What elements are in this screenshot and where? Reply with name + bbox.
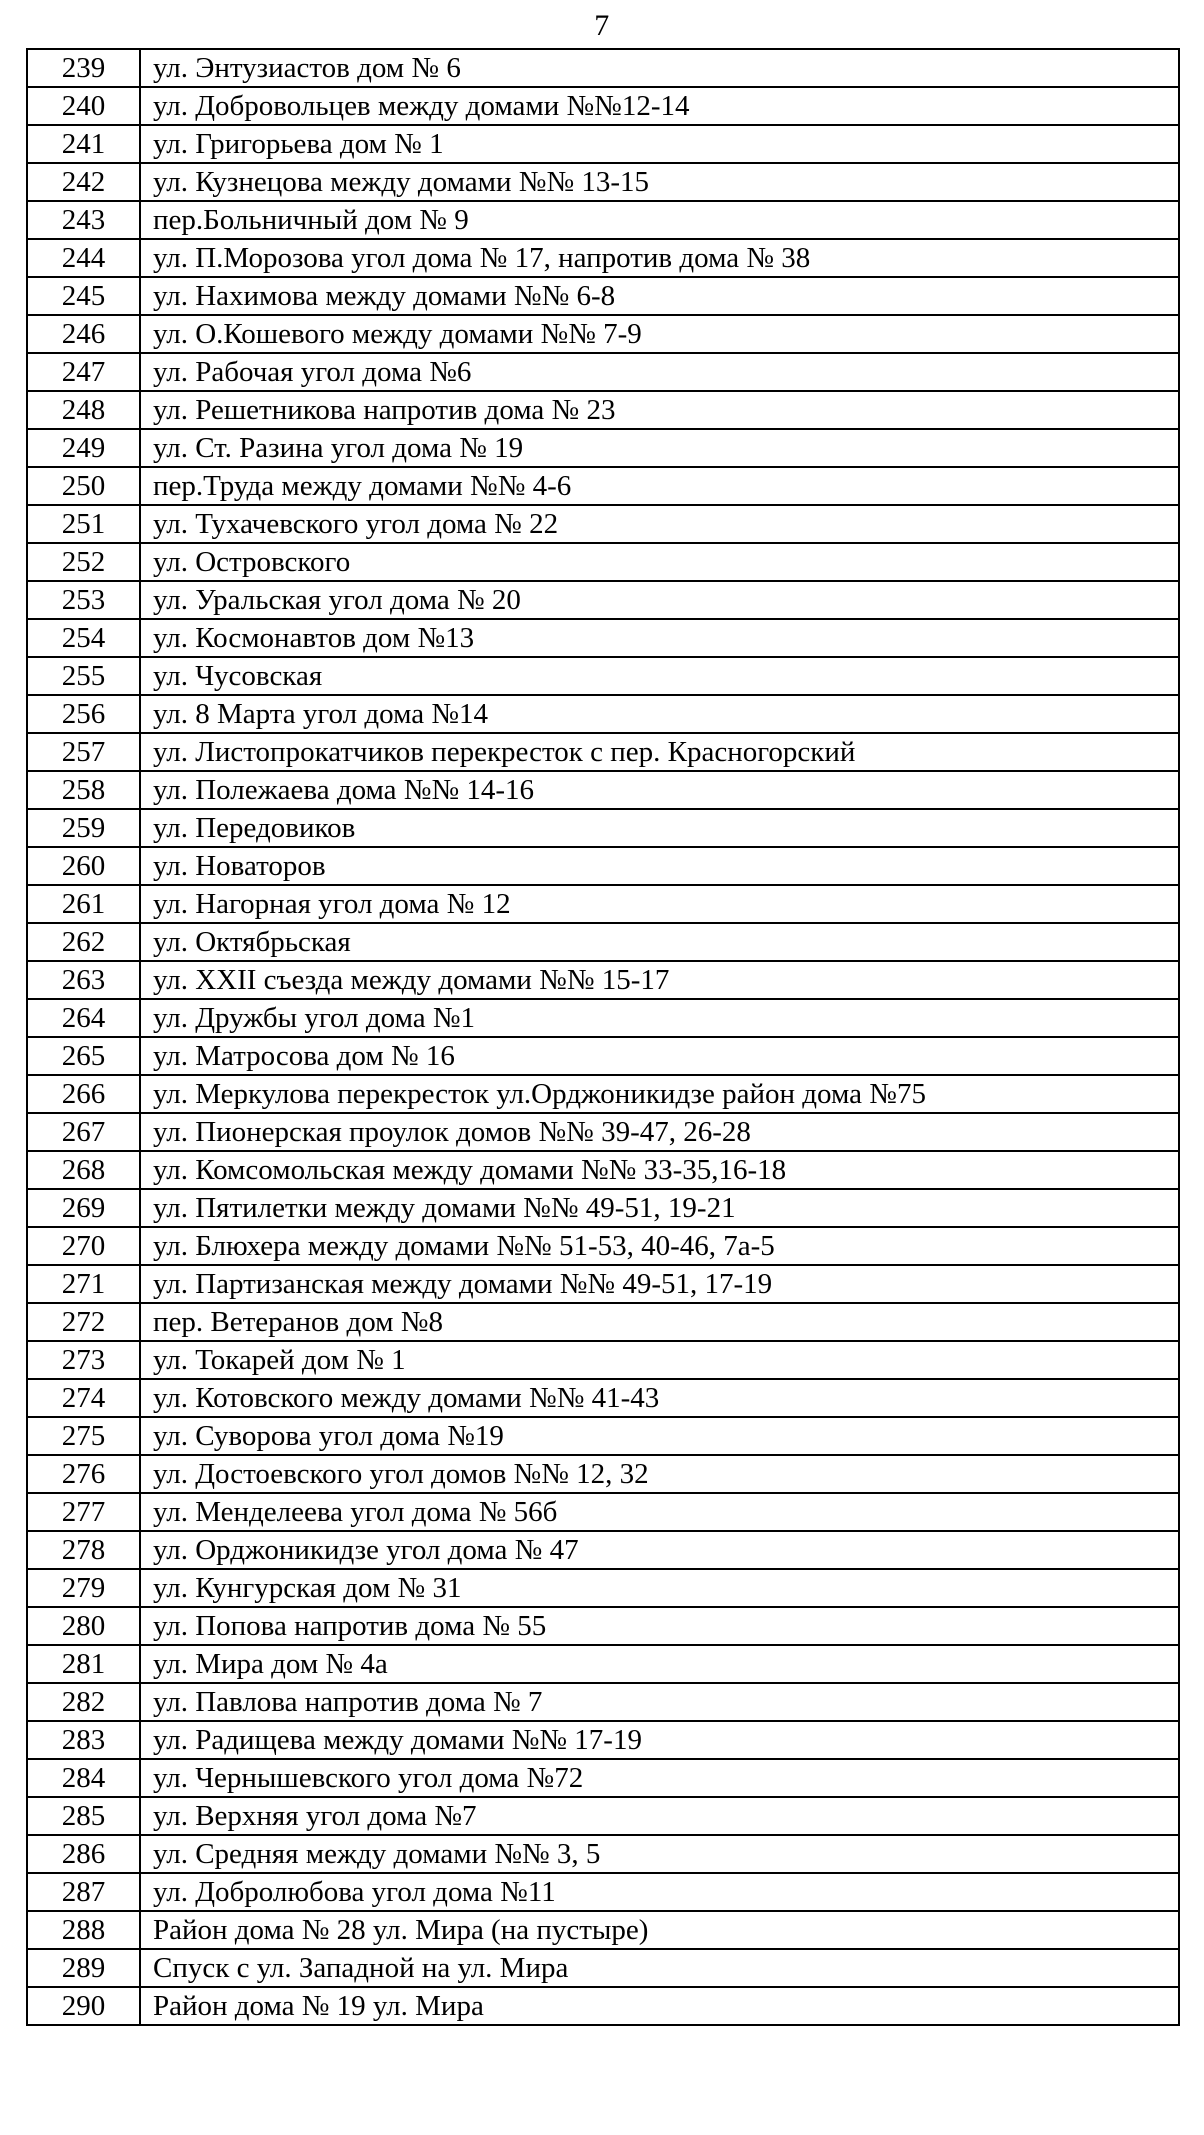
address-cell: ул. Суворова угол дома №19 <box>140 1417 1179 1455</box>
address-cell: ул. Добровольцев между домами №№12-14 <box>140 87 1179 125</box>
table-row <box>27 885 1179 923</box>
table-row <box>27 1341 1179 1379</box>
row-number-cell: 285 <box>27 1797 140 1835</box>
table-row <box>27 923 1179 961</box>
address-cell: Спуск с ул. Западной на ул. Мира <box>140 1949 1179 1987</box>
page-number: 7 <box>594 9 610 42</box>
address-cell: ул. Передовиков <box>140 809 1179 847</box>
address-cell: ул. Листопрокатчиков перекресток с пер. Красногорский <box>140 733 1179 771</box>
row-number-cell: 266 <box>27 1075 140 1113</box>
row-number-cell: 288 <box>27 1911 140 1949</box>
row-number-cell: 275 <box>27 1417 140 1455</box>
address-cell: пер.Больничный дом № 9 <box>140 201 1179 239</box>
table-row <box>27 1151 1179 1189</box>
address-cell: ул. Мира дом № 4а <box>140 1645 1179 1683</box>
row-number-cell: 268 <box>27 1151 140 1189</box>
table-row <box>27 1303 1179 1341</box>
row-number-cell: 264 <box>27 999 140 1037</box>
address-cell: ул. О.Кошевого между домами №№ 7-9 <box>140 315 1179 353</box>
address-cell: ул. Матросова дом № 16 <box>140 1037 1179 1075</box>
table-row <box>27 353 1179 391</box>
address-cell: Район дома № 28 ул. Мира (на пустыре) <box>140 1911 1179 1949</box>
address-cell: ул. Григорьева дом № 1 <box>140 125 1179 163</box>
address-cell: Район дома № 19 ул. Мира <box>140 1987 1179 2025</box>
row-number-cell: 289 <box>27 1949 140 1987</box>
row-number-cell: 253 <box>27 581 140 619</box>
table-row <box>27 657 1179 695</box>
row-number-cell: 263 <box>27 961 140 999</box>
address-cell: пер.Труда между домами №№ 4-6 <box>140 467 1179 505</box>
table-row <box>27 1531 1179 1569</box>
table-row <box>27 1569 1179 1607</box>
row-number-cell: 273 <box>27 1341 140 1379</box>
row-number-cell: 272 <box>27 1303 140 1341</box>
row-number-cell: 265 <box>27 1037 140 1075</box>
row-number-cell: 270 <box>27 1227 140 1265</box>
row-number-cell: 279 <box>27 1569 140 1607</box>
table-row <box>27 1835 1179 1873</box>
row-number-cell: 245 <box>27 277 140 315</box>
address-cell: ул. Энтузиастов дом № 6 <box>140 49 1179 87</box>
address-cell: ул. Ст. Разина угол дома № 19 <box>140 429 1179 467</box>
table-row <box>27 1189 1179 1227</box>
row-number-cell: 274 <box>27 1379 140 1417</box>
row-number-cell: 280 <box>27 1607 140 1645</box>
table-row <box>27 1645 1179 1683</box>
table-row <box>27 1949 1179 1987</box>
table-row <box>27 49 1179 87</box>
table-row <box>27 771 1179 809</box>
address-cell: ул. Комсомольская между домами №№ 33-35,16-18 <box>140 1151 1179 1189</box>
address-cell: ул. Решетникова напротив дома № 23 <box>140 391 1179 429</box>
row-number-cell: 252 <box>27 543 140 581</box>
row-number-cell: 250 <box>27 467 140 505</box>
address-cell: ул. П.Морозова угол дома № 17, напротив дома № 38 <box>140 239 1179 277</box>
row-number-cell: 242 <box>27 163 140 201</box>
table-row <box>27 315 1179 353</box>
table-row <box>27 1797 1179 1835</box>
table-row <box>27 1987 1179 2025</box>
table-row <box>27 1417 1179 1455</box>
row-number-cell: 247 <box>27 353 140 391</box>
table-row <box>27 1379 1179 1417</box>
address-cell: ул. Островского <box>140 543 1179 581</box>
row-number-cell: 261 <box>27 885 140 923</box>
address-cell: ул. Менделеева угол дома № 56б <box>140 1493 1179 1531</box>
address-cell: ул. Орджоникидзе угол дома № 47 <box>140 1531 1179 1569</box>
row-number-cell: 276 <box>27 1455 140 1493</box>
table-row <box>27 1113 1179 1151</box>
row-number-cell: 278 <box>27 1531 140 1569</box>
table-row <box>27 1265 1179 1303</box>
row-number-cell: 267 <box>27 1113 140 1151</box>
row-number-cell: 284 <box>27 1759 140 1797</box>
address-cell: ул. Полежаева дома №№ 14-16 <box>140 771 1179 809</box>
row-number-cell: 282 <box>27 1683 140 1721</box>
address-cell: ул. Пионерская проулок домов №№ 39-47, 26-28 <box>140 1113 1179 1151</box>
address-table <box>26 48 1180 2026</box>
table-row <box>27 581 1179 619</box>
row-number-cell: 271 <box>27 1265 140 1303</box>
table-row <box>27 467 1179 505</box>
row-number-cell: 243 <box>27 201 140 239</box>
table-row <box>27 1873 1179 1911</box>
table-row <box>27 619 1179 657</box>
row-number-cell: 256 <box>27 695 140 733</box>
row-number-cell: 281 <box>27 1645 140 1683</box>
table-row <box>27 125 1179 163</box>
row-number-cell: 290 <box>27 1987 140 2025</box>
address-table-body <box>27 49 1179 2025</box>
row-number-cell: 239 <box>27 49 140 87</box>
table-row <box>27 733 1179 771</box>
table-row <box>27 847 1179 885</box>
table-row <box>27 1075 1179 1113</box>
address-cell: ул. Попова напротив дома № 55 <box>140 1607 1179 1645</box>
address-cell: ул. Октябрьская <box>140 923 1179 961</box>
row-number-cell: 246 <box>27 315 140 353</box>
address-cell: ул. Достоевского угол домов №№ 12, 32 <box>140 1455 1179 1493</box>
row-number-cell: 259 <box>27 809 140 847</box>
table-row <box>27 277 1179 315</box>
table-row <box>27 543 1179 581</box>
row-number-cell: 262 <box>27 923 140 961</box>
address-cell: ул. Новаторов <box>140 847 1179 885</box>
address-cell: ул. Меркулова перекресток ул.Орджоникидзе район дома №75 <box>140 1075 1179 1113</box>
address-cell: ул. 8 Марта угол дома №14 <box>140 695 1179 733</box>
address-cell: пер. Ветеранов дом №8 <box>140 1303 1179 1341</box>
address-cell: ул. Нахимова между домами №№ 6-8 <box>140 277 1179 315</box>
table-row <box>27 695 1179 733</box>
table-row <box>27 1493 1179 1531</box>
address-cell: ул. Нагорная угол дома № 12 <box>140 885 1179 923</box>
table-row <box>27 1607 1179 1645</box>
address-cell: ул. Радищева между домами №№ 17-19 <box>140 1721 1179 1759</box>
table-row <box>27 1911 1179 1949</box>
address-cell: ул. Павлова напротив дома № 7 <box>140 1683 1179 1721</box>
address-cell: ул. XXII съезда между домами №№ 15-17 <box>140 961 1179 999</box>
row-number-cell: 241 <box>27 125 140 163</box>
row-number-cell: 254 <box>27 619 140 657</box>
table-row <box>27 391 1179 429</box>
address-cell: ул. Котовского между домами №№ 41-43 <box>140 1379 1179 1417</box>
address-cell: ул. Космонавтов дом №13 <box>140 619 1179 657</box>
row-number-cell: 255 <box>27 657 140 695</box>
table-row <box>27 1721 1179 1759</box>
row-number-cell: 244 <box>27 239 140 277</box>
table-row <box>27 1759 1179 1797</box>
row-number-cell: 260 <box>27 847 140 885</box>
row-number-cell: 269 <box>27 1189 140 1227</box>
row-number-cell: 257 <box>27 733 140 771</box>
table-row <box>27 1037 1179 1075</box>
table-row <box>27 505 1179 543</box>
address-cell: ул. Чернышевского угол дома №72 <box>140 1759 1179 1797</box>
address-cell: ул. Чусовская <box>140 657 1179 695</box>
address-cell: ул. Добролюбова угол дома №11 <box>140 1873 1179 1911</box>
table-row <box>27 163 1179 201</box>
table-row <box>27 961 1179 999</box>
row-number-cell: 240 <box>27 87 140 125</box>
address-cell: ул. Дружбы угол дома №1 <box>140 999 1179 1037</box>
row-number-cell: 283 <box>27 1721 140 1759</box>
table-row <box>27 201 1179 239</box>
table-row <box>27 429 1179 467</box>
table-row <box>27 999 1179 1037</box>
table-row <box>27 87 1179 125</box>
row-number-cell: 287 <box>27 1873 140 1911</box>
row-number-cell: 277 <box>27 1493 140 1531</box>
table-row <box>27 1227 1179 1265</box>
row-number-cell: 286 <box>27 1835 140 1873</box>
address-cell: ул. Уральская угол дома № 20 <box>140 581 1179 619</box>
table-row <box>27 809 1179 847</box>
address-cell: ул. Блюхера между домами №№ 51-53, 40-46, 7а-5 <box>140 1227 1179 1265</box>
address-cell: ул. Токарей дом № 1 <box>140 1341 1179 1379</box>
address-cell: ул. Пятилетки между домами №№ 49-51, 19-21 <box>140 1189 1179 1227</box>
table-row <box>27 1683 1179 1721</box>
table-row <box>27 1455 1179 1493</box>
address-cell: ул. Средняя между домами №№ 3, 5 <box>140 1835 1179 1873</box>
address-cell: ул. Рабочая угол дома №6 <box>140 353 1179 391</box>
address-cell: ул. Верхняя угол дома №7 <box>140 1797 1179 1835</box>
row-number-cell: 251 <box>27 505 140 543</box>
row-number-cell: 258 <box>27 771 140 809</box>
row-number-cell: 249 <box>27 429 140 467</box>
row-number-cell: 248 <box>27 391 140 429</box>
address-cell: ул. Тухачевского угол дома № 22 <box>140 505 1179 543</box>
address-cell: ул. Партизанская между домами №№ 49-51, 17-19 <box>140 1265 1179 1303</box>
address-cell: ул. Кунгурская дом № 31 <box>140 1569 1179 1607</box>
table-row <box>27 239 1179 277</box>
address-cell: ул. Кузнецова между домами №№ 13-15 <box>140 163 1179 201</box>
